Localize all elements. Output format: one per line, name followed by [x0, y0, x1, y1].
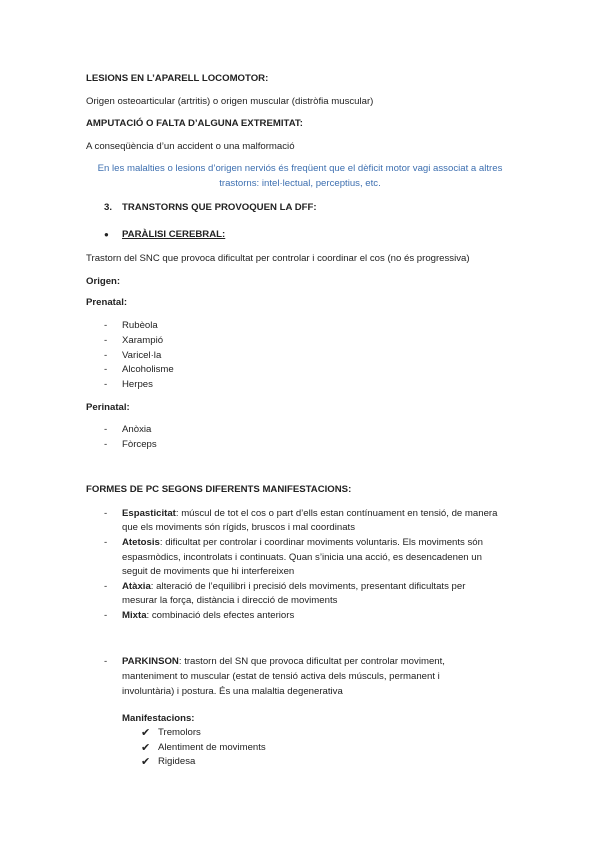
mixta-line-1: [122, 610, 294, 622]
term-mixta: Mixta: [122, 610, 147, 621]
parkinson-line-3: involuntària) i postura. És una malaltia degenerativa: [122, 686, 343, 697]
list-item: Alentiment de moviments: [158, 742, 266, 753]
definition-text: : combinació dels efectes anteriors: [146, 610, 295, 621]
atetosis-line-2: espasmòdics, incontrolats i continuats. Quan s’inicia una acció, es desencadenen un: [122, 552, 482, 563]
ataxia-line-2: mesurar la força, distància i direcció de moviments: [122, 595, 338, 606]
check-icon: ✔: [141, 727, 151, 739]
list-item: Xarampió: [122, 335, 164, 346]
manifestacions-label: Manifestacions:: [122, 713, 195, 724]
section-heading-paralisi: PARÀLISI CEREBRAL:: [122, 229, 226, 240]
list-item: Fòrceps: [122, 439, 157, 450]
espasticitat-line-2: que els moviments són rígids, bruscos i mal coordinats: [122, 522, 356, 533]
section-heading-trastorns: TRANSTORNS QUE PROVOQUEN LA DFF:: [122, 202, 317, 213]
paragraph-amputacio: A conseqüència d’un accident o una malformació: [86, 141, 295, 152]
dash-icon: -: [104, 656, 108, 667]
term-atetosis: Atetosis: [122, 537, 160, 548]
note-line-2: trastorns: intel·lectual, perceptius, etc.: [219, 178, 381, 189]
list-item: Herpes: [122, 379, 153, 390]
origen-label: Origen:: [86, 276, 121, 287]
prenatal-label: Prenatal:: [86, 297, 128, 308]
ataxia-line-1: [122, 581, 465, 593]
list-item: Anòxia: [122, 424, 152, 435]
paragraph-paralisi: Trastorn del SNC que provoca dificultat per controlar i coordinar el cos (no és progressiva): [86, 253, 470, 264]
list-item: Rigidesa: [158, 756, 196, 767]
list-item: Rubèola: [122, 320, 158, 331]
term-parkinson: PARKINSON: [122, 656, 179, 667]
section-number: 3.: [104, 202, 113, 213]
definition-text: : trastorn del SN que provoca dificultat per controlar moviment,: [178, 656, 445, 667]
atetosis-line-3: seguit de moviments que hi interfereixen: [122, 566, 295, 577]
note-line-1: En les malalties o lesions d’origen nerviós és freqüent que el dèficit motor vagi associat a altres: [97, 163, 503, 174]
bullet-icon: ●: [104, 230, 109, 239]
parkinson-line-2: manteniment to muscular (estat de tensió activa dels músculs, permanent i: [122, 671, 440, 682]
term-ataxia: Atàxia: [122, 581, 151, 592]
dash-icon: -: [104, 424, 108, 435]
dash-icon: -: [104, 537, 108, 548]
list-item: Varicel·la: [122, 350, 162, 361]
atetosis-line-1: [122, 537, 483, 549]
espasticitat-line-1: [122, 508, 497, 520]
definition-text: : dificultat per controlar i coordinar moviments voluntaris. Els moviments són: [159, 537, 483, 548]
perinatal-label: Perinatal:: [86, 402, 130, 413]
dash-icon: -: [104, 320, 108, 331]
definition-text: : alteració de l’equilibri i precisió dels moviments, presentant dificultats per: [150, 581, 466, 592]
list-item: Tremolors: [158, 727, 201, 738]
dash-icon: -: [104, 508, 108, 519]
section-heading-formes: FORMES DE PC SEGONS DIFERENTS MANIFESTACIONS:: [86, 484, 352, 495]
list-item: Alcoholisme: [122, 364, 174, 375]
dash-icon: -: [104, 379, 108, 390]
section-heading-amputacio: AMPUTACIÓ O FALTA D’ALGUNA EXTREMITAT:: [86, 118, 303, 129]
term-espasticitat: Espasticitat: [122, 508, 176, 519]
paragraph-locomotor: Origen osteoarticular (artritis) o origen muscular (distròfia muscular): [86, 96, 374, 107]
check-icon: ✔: [141, 756, 151, 768]
parkinson-line-1: [122, 656, 445, 668]
dash-icon: -: [104, 581, 108, 592]
dash-icon: -: [104, 364, 108, 375]
dash-icon: -: [104, 610, 108, 621]
section-heading-locomotor: LESIONS EN L’APARELL LOCOMOTOR:: [86, 73, 269, 84]
dash-icon: -: [104, 350, 108, 361]
dash-icon: -: [104, 335, 108, 346]
definition-text: : múscul de tot el cos o part d’ells estan contínuament en tensió, de manera: [175, 508, 498, 519]
dash-icon: -: [104, 439, 108, 450]
check-icon: ✔: [141, 742, 151, 754]
